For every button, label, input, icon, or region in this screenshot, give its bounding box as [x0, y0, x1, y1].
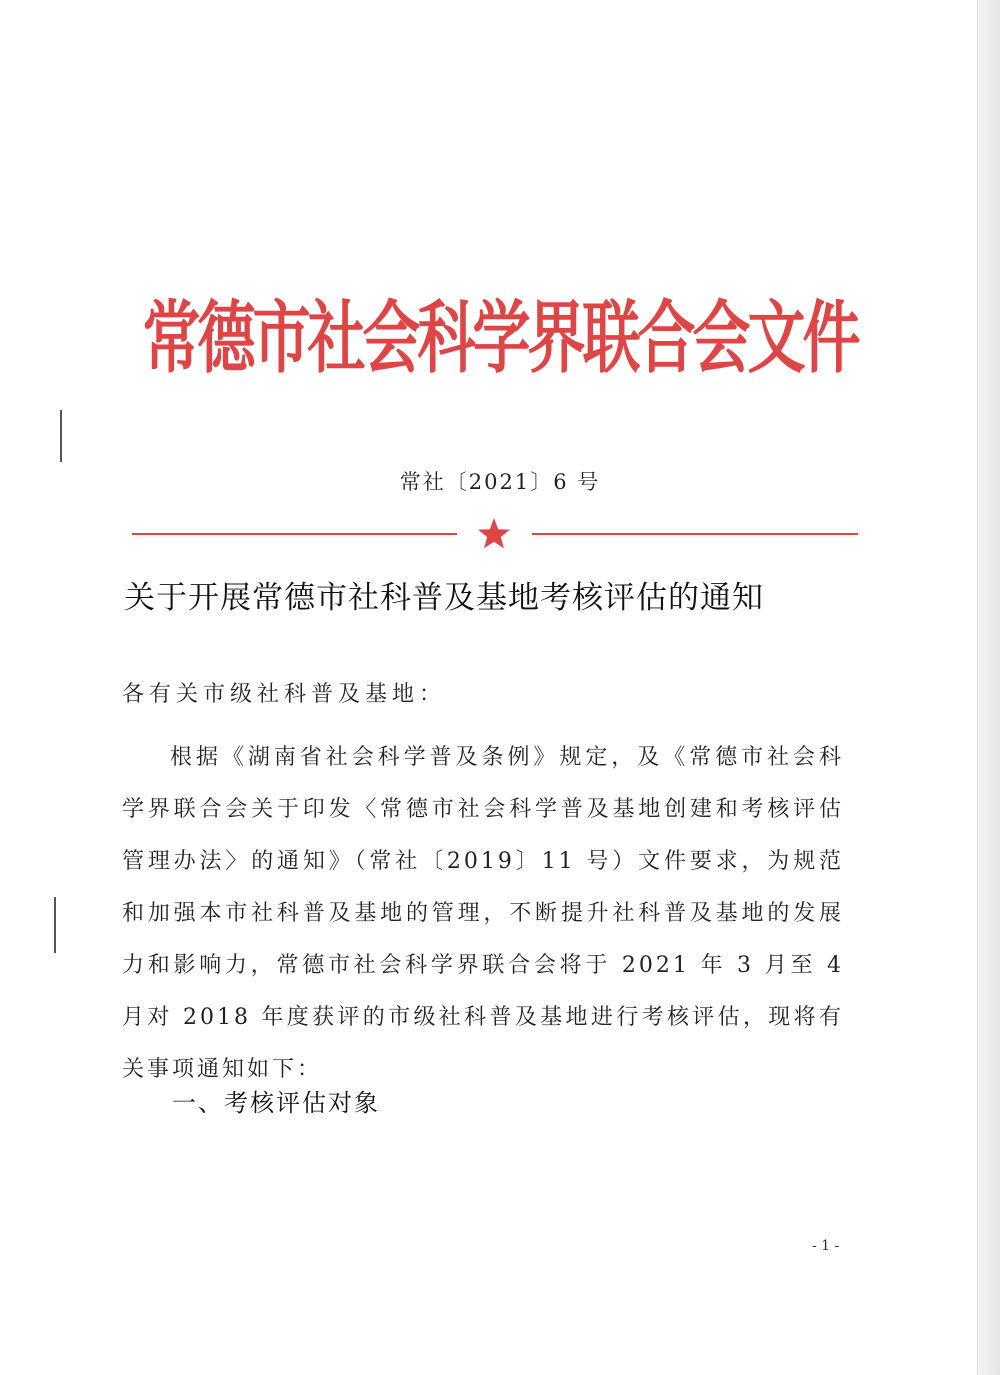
binding-mark: [54, 897, 56, 953]
document-number: 常社〔2021〕6 号: [399, 470, 601, 494]
star-icon: [476, 516, 512, 552]
salutation: 各有关市级社科普及基地：: [122, 682, 447, 707]
body-paragraph: 根据《湖南省社会科学普及条例》规定，及《常德市社会科学界联合会关于印发〈常德市社会科学普及基地创建和考核评估管理办法〉的通知》（常社〔2019〕11 号）文件要求，为规范和加强本市社科普及基地的管理，不断提升社科普及基地的发展力和影响力，常德市社会科学界联合会将于 2021 年 3 月至 4 月对 2018 年度获评的市级社科普及基地进行考核评估，现将有关事项通知如下：: [122, 745, 844, 1082]
page-number: - 1 -: [812, 1238, 840, 1254]
red-header-title: 常德市社会科学界联合会文件: [142, 292, 858, 384]
binding-mark: [60, 410, 62, 462]
red-divider-left: [132, 533, 457, 535]
red-divider-right: [532, 533, 858, 535]
page-edge: [977, 0, 1000, 1375]
notice-title: 关于开展常德市社科普及基地考核评估的通知: [124, 580, 764, 616]
section-heading: 一、考核评估对象: [172, 1089, 380, 1117]
